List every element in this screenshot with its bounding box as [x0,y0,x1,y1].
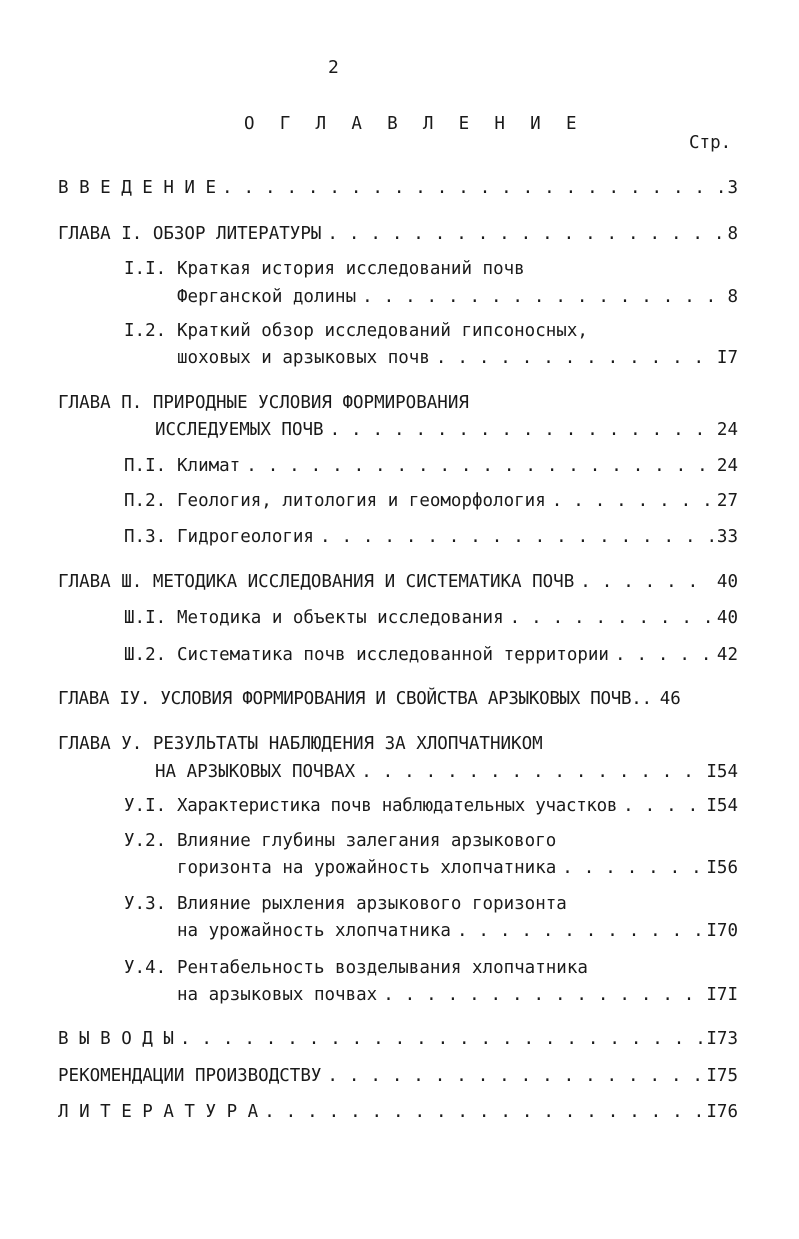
toc-entry-chapter-3[interactable] [58,572,738,592]
leader-dots [562,858,702,878]
toc-entry-2-3[interactable] [177,527,738,547]
toc-entry-page: I76 [706,1102,738,1122]
toc-entry-1-2-num: I.2. [124,321,167,341]
toc-entry-page: 40 [716,572,738,592]
toc-entry-page: 8 [727,287,738,307]
toc-entry-page: I54 [706,796,738,816]
toc-entry-label: Геология, литология и геоморфология [177,491,546,511]
toc-entry-conclusions[interactable] [58,1029,738,1049]
toc-entry-3-1[interactable] [177,608,738,628]
leader-dots [580,572,713,592]
toc-entry-chapter-5-line1[interactable]: ГЛАВА У. РЕЗУЛЬТАТЫ НАБЛЮДЕНИЯ ЗА ХЛОПЧАТНИКОМ [58,734,543,754]
toc-entry-1-1[interactable] [177,287,738,307]
toc-entry-label: горизонта на урожайность хлопчатника [177,858,557,878]
toc-entry-label: В Ы В О Д Ы [58,1029,174,1049]
leader-dots [383,985,702,1005]
toc-entry-3-2[interactable] [177,645,738,665]
toc-entry-1-1-line1[interactable]: Краткая история исследований почв [177,259,525,279]
toc-entry-label: Климат [177,456,241,476]
toc-entry-3-2-num: Ш.2. [124,645,167,665]
toc-entry-5-3[interactable] [177,921,738,941]
toc-entry-page: 8 [727,224,738,244]
toc-entry-2-1[interactable] [177,456,738,476]
toc-entry-label: ИССЛЕДУЕМЫХ ПОЧВ [155,420,324,440]
toc-entry-page: 46 [659,689,681,709]
toc-entry-chapter-2-line1[interactable]: ГЛАВА П. ПРИРОДНЫЕ УСЛОВИЯ ФОРМИРОВАНИЯ [58,393,469,413]
toc-entry-label: ГЛАВА I. ОБЗОР ЛИТЕРАТУРЫ [58,224,322,244]
toc-entry-page: 42 [716,645,738,665]
toc-entry-chapter-1[interactable] [58,224,738,244]
toc-entry-5-4[interactable] [177,985,738,1005]
toc-entry-1-2[interactable] [177,348,738,368]
toc-entry-5-4-num: У.4. [124,958,167,978]
toc-entry-label: РЕКОМЕНДАЦИИ ПРОИЗВОДСТВУ [58,1066,322,1086]
leader-dots [327,1066,702,1086]
toc-entry-5-2-line1[interactable]: Влияние глубины залегания арзыкового [177,831,557,851]
leader-dots [327,224,723,244]
leader-dots [615,645,713,665]
page-column-label: Стр. [689,133,732,153]
toc-entry-5-1-num: У.I. [124,796,167,816]
toc-entry-chapter-5[interactable] [155,762,738,782]
toc-entry-label: на урожайность хлопчатника [177,921,451,941]
toc-entry-5-2[interactable] [177,858,738,878]
leader-dots [362,287,723,307]
toc-entry-label: Систематика почв исследованной территории [177,645,609,665]
toc-entry-page: 3 [727,178,738,198]
leader-dots [222,178,723,198]
leader-dots [330,420,713,440]
toc-entry-page: I7I [706,985,738,1005]
toc-entry-page: I56 [706,858,738,878]
toc-entry-label: Методика и объекты исследования [177,608,504,628]
page-number: 2 [328,57,339,78]
leader-dots [361,762,702,782]
toc-entry-page: I54 [706,762,738,782]
toc-entry-5-4-line1[interactable]: Рентабельность возделывания хлопчатника [177,958,588,978]
toc-entry-page: 27 [716,491,738,511]
leader-dots [264,1102,702,1122]
toc-entry-label: Гидрогеология [177,527,314,547]
toc-entry-literature[interactable] [58,1102,738,1122]
toc-entry-5-3-line1[interactable]: Влияние рыхления арзыкового горизонта [177,894,567,914]
toc-entry-introduction[interactable] [58,178,738,198]
toc-entry-page: I75 [706,1066,738,1086]
toc-entry-label: ГЛАВА Ш. МЕТОДИКА ИССЛЕДОВАНИЯ И СИСТЕМАТИКА ПОЧВ [58,572,575,592]
leader-dots [320,527,713,547]
toc-entry-5-2-num: У.2. [124,831,167,851]
toc-entry-page: 40 [716,608,738,628]
toc-entry-recommendations[interactable] [58,1066,738,1086]
toc-entry-5-3-num: У.3. [124,894,167,914]
toc-entry-label: на арзыковых почвах [177,985,378,1005]
toc-entry-page: I70 [706,921,738,941]
leader-dots [552,491,713,511]
toc-entry-page: 24 [716,456,738,476]
toc-entry-label: ГЛАВА IУ. УСЛОВИЯ ФОРМИРОВАНИЯ И СВОЙСТВА АРЗЫКОВЫХ ПОЧВ.. [58,689,652,709]
toc-entry-label: Л И Т Е Р А Т У Р А [58,1102,259,1122]
toc-entry-chapter-2[interactable] [155,420,738,440]
toc-entry-2-2-num: П.2. [124,491,167,511]
toc-entry-2-3-num: П.3. [124,527,167,547]
leader-dots [180,1029,702,1049]
leader-dots [457,921,702,941]
toc-entry-label: В В Е Д Е Н И Е [58,178,217,198]
toc-entry-page: I73 [706,1029,738,1049]
toc-entry-label: шоховых и арзыковых почв [177,348,430,368]
toc-entry-3-1-num: Ш.I. [124,608,167,628]
toc-entry-chapter-4[interactable] [58,689,738,709]
toc-entry-5-1[interactable] [177,796,738,816]
toc-entry-page: 33 [716,527,738,547]
toc-entry-label: Ферганской долины [177,287,357,307]
toc-entry-1-1-num: I.I. [124,259,167,279]
toc-entry-page: I7 [716,348,738,368]
toc-entry-label: НА АРЗЫКОВЫХ ПОЧВАХ [155,762,356,782]
toc-entry-label: Характеристика почв наблюдательных участков [177,796,618,816]
leader-dots [246,456,713,476]
leader-dots [436,348,713,368]
toc-title: О Г Л А В Л Е Н И Е [244,114,584,134]
leader-dots [623,796,702,816]
leader-dots [510,608,713,628]
toc-entry-page: 24 [716,420,738,440]
toc-entry-1-2-line1[interactable]: Краткий обзор исследований гипсоносных, [177,321,588,341]
toc-entry-2-2[interactable] [177,491,738,511]
toc-entry-2-1-num: П.I. [124,456,167,476]
